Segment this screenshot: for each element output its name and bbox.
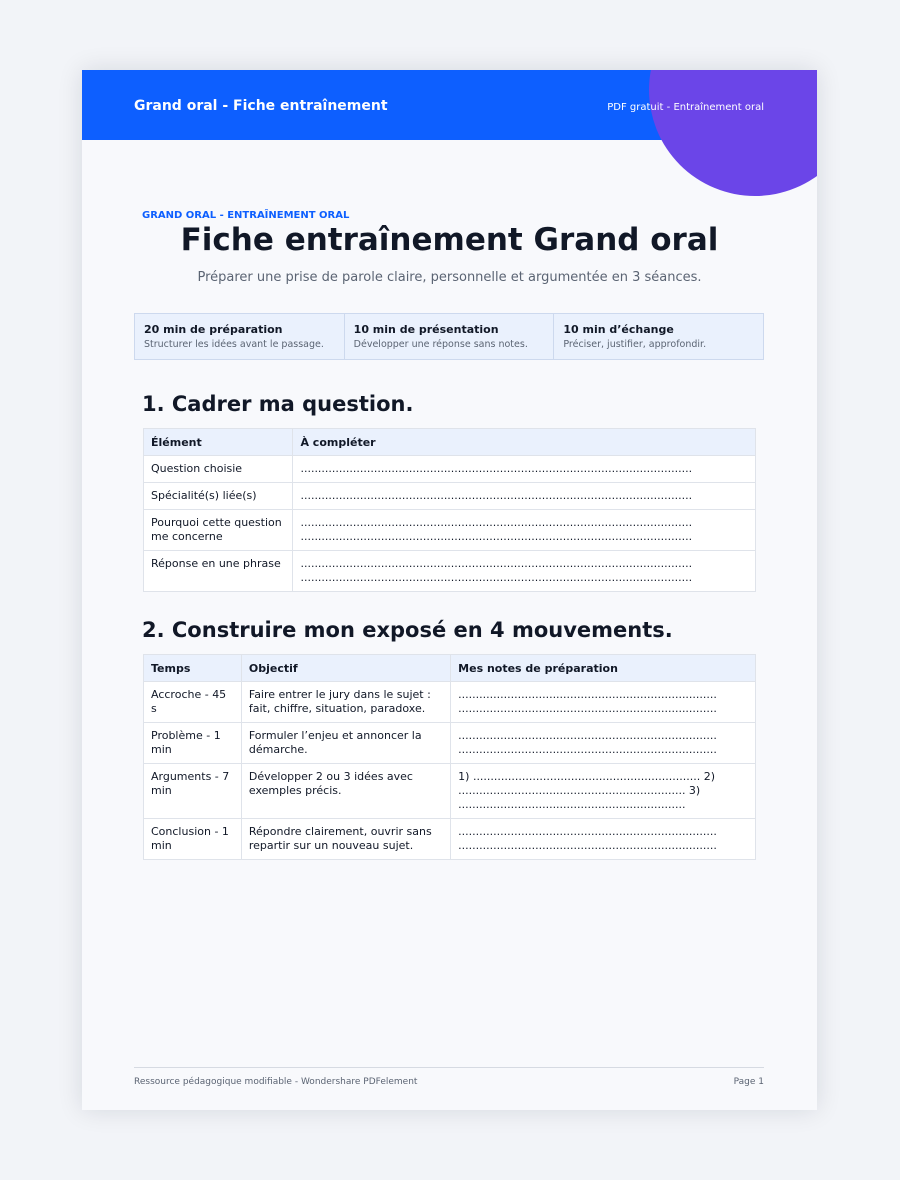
header-banner [82, 70, 817, 140]
time-cell: Problème - 1 min [144, 723, 242, 764]
page-subtitle: Préparer une prise de parole claire, personnelle et argumentée en 3 séances. [197, 270, 702, 285]
column-header: Temps [144, 655, 242, 682]
info-box-preparation [135, 314, 345, 359]
goal-cell: Formuler l’enjeu et annoncer la démarche. [241, 723, 450, 764]
info-box-desc: Structurer les idées avant le passage. [144, 339, 324, 350]
table-row [144, 723, 756, 764]
section-1-title: 1. Cadrer ma question. [142, 392, 414, 416]
column-header: Mes notes de préparation [451, 655, 756, 682]
fill-in-field[interactable]: ................................................................................................................ ................................................................................................................ [293, 551, 756, 592]
question-framing-table [143, 428, 756, 592]
decorative-circle [649, 70, 817, 196]
info-box-desc: Préciser, justifier, approfondir. [563, 339, 707, 350]
notes-field[interactable]: .......................................................................... .......................................................................... [451, 819, 756, 860]
row-label: Réponse en une phrase [144, 551, 293, 592]
time-cell: Arguments - 7 min [144, 764, 242, 819]
table-row [144, 819, 756, 860]
info-box-exchange [554, 314, 763, 359]
table-row [144, 456, 756, 483]
table-header-row [144, 429, 756, 456]
table-row [144, 764, 756, 819]
table-row [144, 483, 756, 510]
info-box-title: 10 min d’échange [563, 323, 674, 336]
document-page [82, 70, 817, 1110]
row-label: Pourquoi cette question me concerne [144, 510, 293, 551]
page-number: Page 1 [733, 1077, 764, 1087]
kicker-label: GRAND ORAL - ENTRAÎNEMENT ORAL [142, 210, 350, 221]
section-2-title: 2. Construire mon exposé en 4 mouvements. [142, 618, 673, 642]
fill-in-field[interactable]: ................................................................................................................ [293, 483, 756, 510]
table-row [144, 510, 756, 551]
column-header: Objectif [241, 655, 450, 682]
presentation-structure-table [143, 654, 756, 860]
column-header: À compléter [293, 429, 756, 456]
fill-in-field[interactable]: ................................................................................................................ ................................................................................................................ [293, 510, 756, 551]
time-cell: Accroche - 45 s [144, 682, 242, 723]
banner-title: Grand oral - Fiche entraînement [134, 98, 388, 114]
goal-cell: Répondre clairement, ouvrir sans repartir sur un nouveau sujet. [241, 819, 450, 860]
table-header-row [144, 655, 756, 682]
fill-in-field[interactable]: ................................................................................................................ [293, 456, 756, 483]
info-box-title: 20 min de préparation [144, 323, 283, 336]
footer-credit: Ressource pédagogique modifiable - Wondershare PDFelement [134, 1077, 418, 1087]
column-header: Élément [144, 429, 293, 456]
time-cell: Conclusion - 1 min [144, 819, 242, 860]
timing-info-bar [134, 313, 764, 360]
banner-right-label: PDF gratuit - Entraînement oral [607, 102, 764, 113]
info-box-presentation [345, 314, 555, 359]
goal-cell: Faire entrer le jury dans le sujet : fait, chiffre, situation, paradoxe. [241, 682, 450, 723]
notes-field[interactable]: .......................................................................... .......................................................................... [451, 723, 756, 764]
goal-cell: Développer 2 ou 3 idées avec exemples précis. [241, 764, 450, 819]
row-label: Question choisie [144, 456, 293, 483]
table-row [144, 551, 756, 592]
notes-field[interactable]: 1) ................................................................. 2) ................................................................. 3) ................................................................. [451, 764, 756, 819]
info-box-desc: Développer une réponse sans notes. [353, 339, 528, 350]
footer-divider [134, 1067, 764, 1068]
row-label: Spécialité(s) liée(s) [144, 483, 293, 510]
info-box-title: 10 min de présentation [353, 323, 499, 336]
table-row [144, 682, 756, 723]
page-title: Fiche entraînement Grand oral [180, 222, 719, 258]
notes-field[interactable]: .......................................................................... .......................................................................... [451, 682, 756, 723]
